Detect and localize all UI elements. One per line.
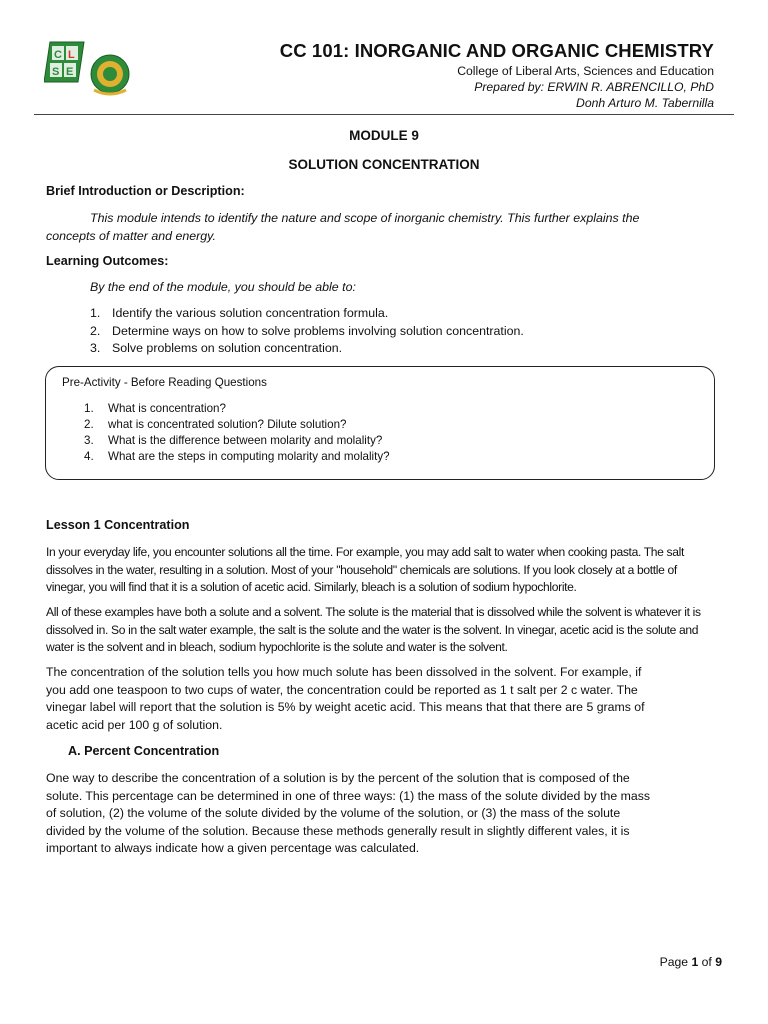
outcomes-label: Learning Outcomes:: [46, 254, 169, 268]
intro-text-line1: This module intends to identify the nature and scope of inorganic chemistry. This further explains the: [90, 211, 640, 225]
lesson-paragraph-1: In your everyday life, you encounter solutions all the time. For example, you may add salt to water when cooking pasta. The salt dissolves in the water, resulting in a solution. Most of your "household" chemicals are solutions. If you look closely at a bottle of vinegar, you will find that it is a solution of acetic acid. Similarly, bleach is a solution of sodium hypochlorite.: [46, 545, 684, 594]
lesson-paragraph-3: The concentration of the solution tells you how much solute has been dissolved in the solvent. For example, if you add one teaspoon to two cups of water, the concentration could be reported as 1 t salt per 2 c water. The vinegar label will report that the solution is 5% by weight acetic acid. This means that that there are 5 grams of acetic acid per 100 g of solution.: [46, 665, 645, 732]
page-number: Page 1 of 9: [659, 955, 722, 969]
pre-activity-list: [84, 401, 390, 465]
svg-text:L: L: [68, 49, 75, 61]
lesson-title: Lesson 1 Concentration: [46, 518, 190, 532]
list-item: 1. What is concentration?: [84, 402, 226, 415]
outcomes-lead: By the end of the module, you should be able to:: [90, 280, 356, 294]
list-item: 3. Solve problems on solution concentration.: [90, 341, 343, 355]
module-number: MODULE 9: [349, 128, 419, 143]
list-item: 2. what is concentrated solution? Dilute solution?: [84, 418, 347, 431]
section-a-heading: A. Percent Concentration: [68, 744, 220, 758]
course-title: CC 101: INORGANIC AND ORGANIC CHEMISTRY: [279, 40, 714, 61]
prepared-by: Prepared by: ERWIN R. ABRENCILLO, PhD: [474, 80, 714, 94]
lesson-paragraph-4: One way to describe the concentration of a solution is by the percent of the solution that is composed of the solute. This percentage can be determined in one of three ways: (1) the mass of the solute divided by the mass of solution, (2) the volume of the solute divided by the volume of the solution, or (3) the mass of the solute divided by the volume of the solution. Because these methods generally result in slightly different vales, it is important to always indicate how a given percentage was calculated.: [46, 771, 651, 855]
list-item: 1. Identify the various solution concentration formula.: [90, 306, 389, 320]
list-item: 2. Determine ways on how to solve problems involving solution concentration.: [90, 323, 524, 338]
college-logo: [44, 38, 136, 96]
pre-activity-title: Pre-Activity - Before Reading Questions: [62, 376, 267, 389]
svg-text:C: C: [54, 49, 62, 61]
list-item: 3. What is the difference between molarity and molality?: [84, 434, 383, 447]
header-divider: [34, 114, 734, 115]
intro-text-line2: concepts of matter and energy.: [46, 229, 216, 243]
lesson-paragraph-2: All of these examples have both a solute and a solvent. The solute is the material that is dissolved while the solvent is whatever it is dissolved in. So in the salt water example, the salt is the solute and the water is the solvent. In vinegar, acetic acid is the solute and water is the solvent and in bleach, sodium hypochlorite is the solute and water is the solvent.: [46, 605, 701, 654]
outcomes-list: [90, 305, 524, 358]
intro-label: Brief Introduction or Description:: [46, 184, 245, 198]
svg-text:S: S: [52, 66, 60, 78]
svg-text:E: E: [66, 66, 74, 78]
college-name: College of Liberal Arts, Sciences and Education: [457, 64, 714, 78]
module-title: SOLUTION CONCENTRATION: [288, 157, 480, 172]
list-item: 4. What are the steps in computing molarity and molality?: [84, 450, 390, 463]
co-author: Donh Arturo M. Tabernilla: [576, 96, 714, 110]
pre-activity-box: [45, 366, 715, 480]
